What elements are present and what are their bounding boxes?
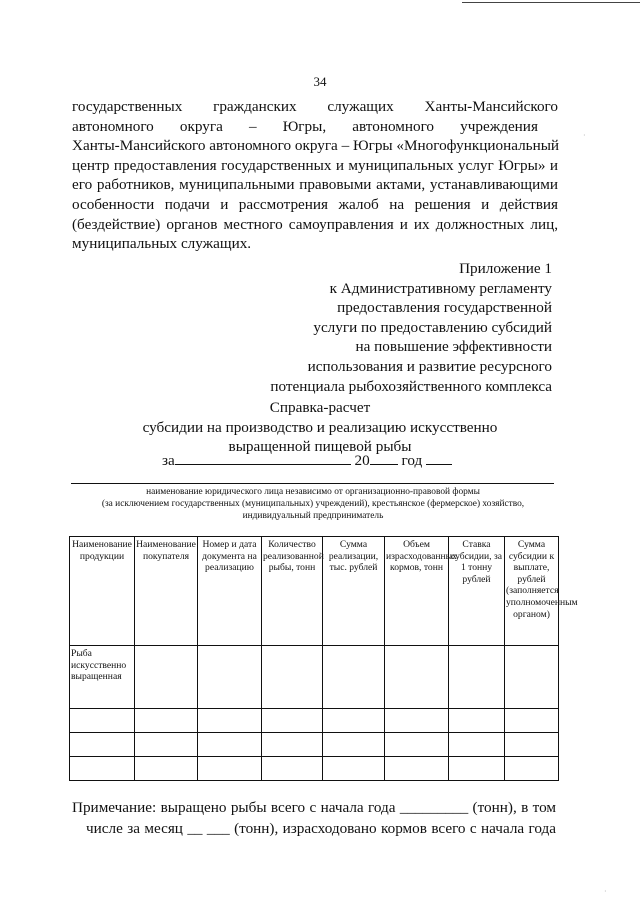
word: автономного [352,117,435,135]
table-row [70,733,559,757]
period-year-prefix: 20 [354,452,370,469]
word: Ханты-Мансийского [424,98,558,115]
word: округа [179,117,223,135]
table-cell[interactable] [262,709,323,733]
period-year-suffix: год [401,452,423,469]
word: – [248,117,257,135]
table-cell[interactable] [385,757,449,781]
body-line-7: (бездействие) органов местного самоуправления и их должностных лиц, [72,215,558,233]
table-cell[interactable] [385,646,449,709]
table-cell[interactable] [135,733,198,757]
form-subtitle-line-1: субсидии на производство и реализацию искусственно [142,418,498,436]
word: гражданских [213,98,297,115]
appendix-line: на повышение эффективности [355,338,552,356]
year-blank[interactable] [370,451,398,465]
column-header: Номер и дата документа на реализацию [198,537,262,646]
table-cell[interactable] [505,733,559,757]
appendix-header [270,259,552,396]
appendix-line: предоставления государственной [337,299,552,317]
table-cell[interactable] [262,757,323,781]
column-header: Количество реализованной рыбы, тонн [262,537,323,646]
org-caption-line-1: наименование юридического лица независимо от организационно-правовой формы [146,487,480,497]
table-header-row [70,537,559,646]
form-subtitle-line-2: выращенной пищевой рыбы [228,438,412,456]
org-caption-line-3: индивидуальный предприниматель [242,511,384,521]
table-cell[interactable] [70,709,135,733]
appendix-line: Приложение 1 [459,260,552,277]
table-cell[interactable] [449,757,505,781]
column-header: Наименование покупателя [135,537,198,646]
note [72,797,556,839]
body-line-5: его работников, муниципальными правовыми актами, устанавливающими [72,176,558,194]
table-cell[interactable] [262,646,323,709]
form-title: Справка-расчет [269,399,371,416]
scan-speck: · [583,131,586,140]
table-cell[interactable] [449,733,505,757]
table-cell[interactable] [135,757,198,781]
table-cell[interactable] [198,709,262,733]
table-cell[interactable] [70,757,135,781]
table-cell[interactable] [505,709,559,733]
page-number: 34 [313,74,327,89]
appendix-line: услуги по предоставлению субсидий [313,318,552,336]
table-cell[interactable] [135,709,198,733]
table-row [70,646,559,709]
word: автономного [72,117,154,135]
note-line-2: числе за месяц __ ___ (тонн), израсходовано кормов всего с начала года [86,820,556,837]
word: учреждения [460,117,538,135]
body-line-8: муниципальных служащих. [72,235,252,253]
table-cell: Рыба искусственно выращенная [70,646,135,709]
table-cell[interactable] [198,733,262,757]
table-cell[interactable] [385,733,449,757]
table-cell[interactable] [198,757,262,781]
appendix-line: потенциала рыбохозяйственного комплекса [270,377,552,395]
top-rule [462,2,640,3]
column-header: Сумма реализации, тыс. рублей [323,537,385,646]
table-cell[interactable] [385,709,449,733]
table-cell[interactable] [323,733,385,757]
appendix-line: использования и развитие ресурсного [307,357,552,375]
org-caption-line-2: (за исключением государственных (муниципальных) учреждений), крестьянское (фермерское) хозяйство, [101,499,525,509]
table-row [70,757,559,781]
column-header: Объем израсходованных кормов, тонн [385,537,449,646]
column-header: Сумма субсидии к выплате, рублей (заполняется уполномоченным органом) [505,537,559,646]
org-name-line[interactable] [71,483,554,484]
scan-speck: · [604,887,607,896]
body-line-1 [72,97,558,117]
form-title-block [0,398,640,457]
column-header: Наименование продукции [70,537,135,646]
table-cell[interactable] [323,757,385,781]
body-line-4: центр предоставления государственных и муниципальных услуг Югры» и [72,156,558,174]
word: Югры, [282,117,327,135]
body-line-6: особенности подачи и рассмотрения жалоб на решения и действия [72,195,558,213]
table-cell[interactable] [323,646,385,709]
body-line-3: Ханты-Мансийского автономного округа – Югры «Многофункциональный [72,137,560,155]
table-cell[interactable] [323,709,385,733]
body-line-2 [72,117,558,137]
table-cell[interactable] [449,646,505,709]
period-blank[interactable] [175,451,351,465]
body-paragraph [72,97,558,254]
period-line [162,451,452,470]
column-header: Ставка субсидии, за 1 тонну рублей [449,537,505,646]
table-cell[interactable] [505,757,559,781]
appendix-line: к Административному регламенту [329,279,552,297]
table-cell[interactable] [70,733,135,757]
org-caption [66,486,560,522]
table-cell[interactable] [449,709,505,733]
table-cell[interactable] [198,646,262,709]
subsidy-table [69,536,578,781]
word: служащих [327,98,394,115]
period-prefix: за [162,452,175,469]
note-line-1: Примечание: выращено рыбы всего с начала года _________ (тонн), в том [72,799,556,816]
year-suffix-blank[interactable] [426,451,452,465]
table-cell[interactable] [505,646,559,709]
word: государственных [72,98,183,115]
table-row [70,709,559,733]
table-cell[interactable] [262,733,323,757]
table-cell[interactable] [135,646,198,709]
